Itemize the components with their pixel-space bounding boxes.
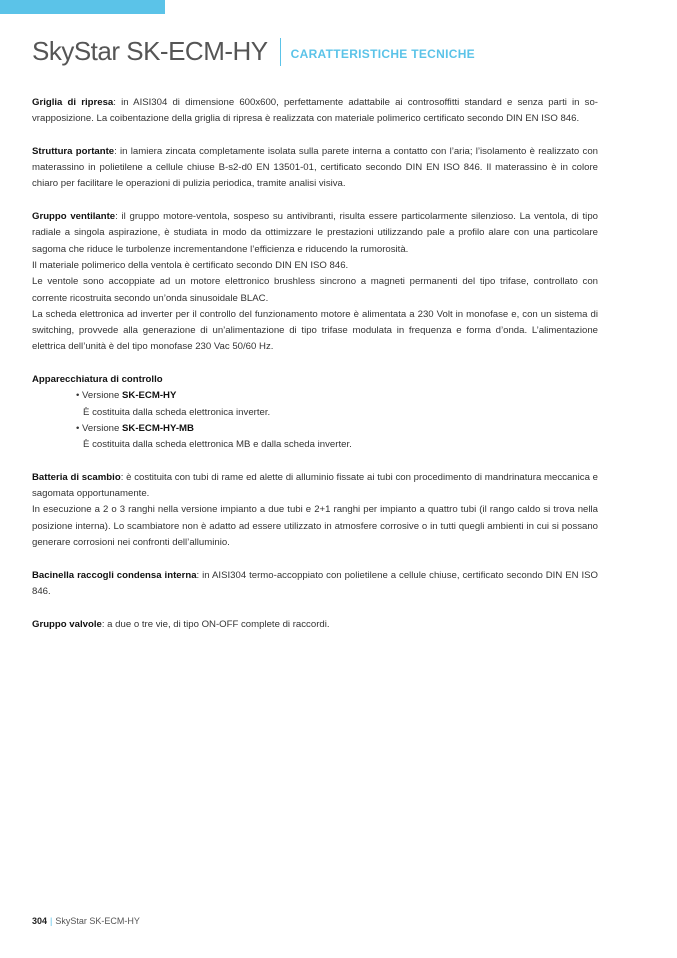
footer-label: SkyStar SK-ECM-HY	[55, 916, 140, 926]
version-desc: È costituita dalla scheda elettronica MB e dalla scheda inverter.	[83, 439, 352, 451]
term-gruppo-ventilante: Gruppo ventilante	[32, 211, 116, 223]
text-valvole: : a due o tre vie, di tipo ON-OFF complete di raccordi.	[101, 618, 330, 630]
section-griglia	[32, 95, 598, 128]
versions-list	[32, 388, 598, 453]
term-batteria: Batteria di scambio	[32, 471, 121, 483]
version-name: SK-ECM-HY	[122, 390, 177, 402]
footer-separator: |	[50, 916, 53, 926]
term-griglia: Griglia di ripresa	[32, 97, 114, 108]
heading-apparecchiatura: Apparecchiatura di controllo	[32, 374, 163, 386]
text-gruppo-line3: Le ventole sono accoppiate ad un motore elettronico brushless sincrono a magneti permanenti del tipo trifase, controllato con corrente ricostruita secondo un’onda sinusoidale BLAC.	[32, 276, 598, 304]
bullet-icon: •	[76, 422, 80, 434]
page-footer	[32, 916, 140, 926]
text-batteria-line2: In esecuzione a 2 o 3 ranghi nella versione impianto a due tubi e 2+1 ranghi per impianto a quattro tubi (il rango caldo si trova nella posizione interna). Lo scambiatore non è adatto ad essere utilizzato in atmosfere corrosive o in tutti quegli ambienti in cui si possano generare corrosioni nei confronti dell’alluminio.	[32, 504, 598, 549]
text-gruppo-line4: La scheda elettronica ad inverter per il controllo del funzionamento motore è alimentata a 230 Volt in monofase e, con un sistema di switching, provvede alla generazione di un’alimentazione di tipo trifase modulata in frequenza e forma d’onda. L’alimentazione elettrica dell’unità è del tipo monofase 230 Vac 50/60 Hz.	[32, 308, 598, 353]
text-gruppo-ventilante: : il gruppo motore-ventola, sospeso su antivibranti, risulta essere particolarmente silenzioso. La ventola, di tipo radiale a singola aspirazione, è studiata in modo da ottimizzare le prestazioni utilizzando pale a profilo alare con una particolare sagoma che riduce le turbolenze incrementandone l’efficienza e riducendo la rumorosità.	[32, 211, 598, 255]
text-griglia: : in AISI304 di dimensione 600x600, perfettamente adattabile ai controsoffitti standard e senza parti in sovrapposizione. La coibentazione della griglia di ripresa è realizzata con materiale polimerico certificato secondo DIN EN ISO 846.	[32, 97, 598, 125]
text-struttura: : in lamiera zincata completamente isolata sulla parete interna a contatto con l’aria; l’isolamento è realizzato con materassino in polietilene a cellule chiuse B-s2-d0 EN 13501-01, certificato secondo DIN EN ISO 846. Il materassino è in colore chiaro per facilitare le operazioni di pulizia periodica, tramite analisi visiva.	[32, 145, 598, 190]
section-bacinella	[32, 568, 598, 601]
title-separator	[280, 38, 281, 66]
text-batteria: : è costituita con tubi di rame ed alette di alluminio fissate ai tubi con procedimento di mandrinatura meccanica e sagomata opportunamente.	[32, 471, 598, 500]
page-title: SkyStar SK-ECM-HY	[32, 36, 268, 66]
content-body	[32, 95, 598, 649]
top-accent-bar	[0, 0, 165, 14]
term-struttura: Struttura portante	[32, 145, 115, 157]
page-number: 304	[32, 916, 48, 926]
term-valvole: Gruppo valvole	[32, 618, 102, 630]
text-gruppo-line2: Il materiale polimerico della ventola è certificato secondo DIN EN ISO 846.	[32, 259, 349, 271]
section-apparecchiatura	[32, 372, 598, 453]
section-gruppo-ventilante	[32, 209, 598, 356]
list-item	[76, 421, 598, 454]
page-subtitle: CARATTERISTICHE TECNICHE	[290, 46, 475, 61]
version-desc: È costituita dalla scheda elettronica inverter.	[83, 406, 271, 418]
text-bacinella: : in AISI304 termo-accoppiato con polietilene a cellule chiuse, certificato secondo DIN EN ISO 846.	[32, 569, 598, 597]
version-prefix: Versione	[82, 390, 123, 402]
page-header	[32, 36, 475, 67]
list-item	[76, 388, 598, 421]
section-valvole	[32, 617, 598, 633]
bullet-icon: •	[76, 390, 80, 402]
section-struttura	[32, 144, 598, 193]
version-name: SK-ECM-HY-MB	[122, 422, 194, 434]
section-batteria	[32, 470, 598, 551]
term-bacinella: Bacinella raccogli condensa interna	[32, 569, 197, 581]
version-prefix: Versione	[82, 422, 123, 434]
